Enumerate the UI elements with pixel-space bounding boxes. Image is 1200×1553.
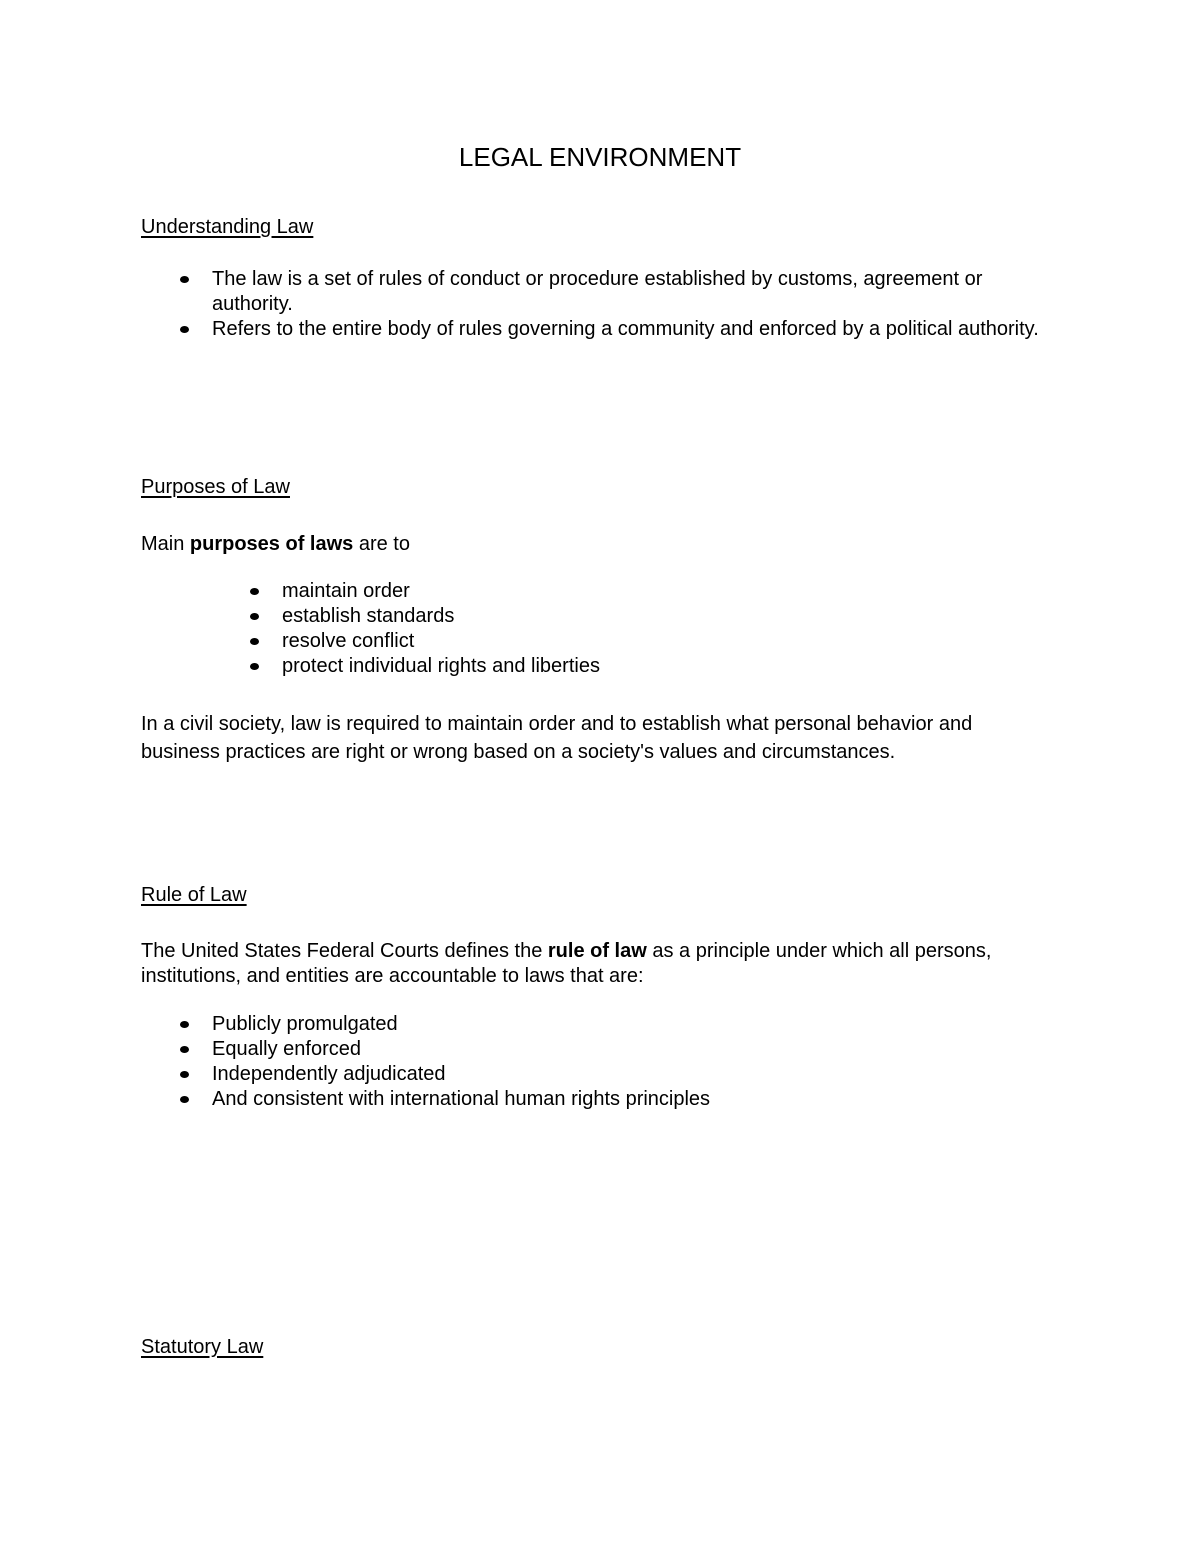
rule-of-law-intro-text: The United States Federal Courts defines the — [141, 940, 548, 962]
purposes-intro-text-end: are to — [353, 533, 410, 555]
rule-of-law-intro — [141, 939, 1071, 989]
list-item — [211, 654, 911, 679]
bullet-icon — [250, 663, 259, 670]
list-item — [211, 629, 911, 654]
purposes-intro-bold: purposes of laws — [189, 533, 354, 555]
list-item-text: Publicly promulgated — [212, 1013, 398, 1035]
list-item-text: Equally enforced — [212, 1038, 361, 1060]
heading-statutory-law: Statutory Law — [141, 1336, 264, 1358]
purposes-paragraph: In a civil society, law is required to maintain order and to establish what personal behavior and business practices are right or wrong based on a society's values and circumstances. — [141, 713, 973, 763]
list-item — [141, 267, 1061, 317]
heading-purposes-of-law: Purposes of Law — [141, 476, 290, 498]
rule-of-law-intro-bold: rule of law — [547, 940, 647, 962]
list-item-text: protect individual rights and liberties — [282, 655, 600, 677]
purposes-intro-text: Main — [141, 533, 190, 555]
list-item — [141, 1087, 1061, 1112]
bullet-icon — [180, 1046, 189, 1053]
list-item-text: And consistent with international human rights principles — [212, 1088, 711, 1110]
heading-rule-of-law: Rule of Law — [141, 884, 247, 906]
list-item-text: maintain order — [282, 580, 410, 602]
bullet-icon — [180, 1071, 189, 1078]
list-item — [211, 579, 911, 604]
list-item-text: resolve conflict — [282, 630, 415, 652]
rule-of-law-list — [141, 1012, 1061, 1112]
bullet-icon — [180, 1021, 189, 1028]
purposes-intro — [141, 532, 1081, 557]
bullet-icon — [250, 613, 259, 620]
list-item — [211, 604, 911, 629]
heading-understanding-law: Understanding Law — [141, 216, 314, 238]
list-item — [141, 1037, 1061, 1062]
list-item-text: Refers to the entire body of rules governing a community and enforced by a political authority. — [212, 318, 1039, 340]
list-item — [141, 317, 1061, 342]
bullet-icon — [180, 276, 189, 283]
bullet-icon — [180, 326, 189, 333]
bullet-icon — [250, 638, 259, 645]
list-item-text: Independently adjudicated — [212, 1063, 446, 1085]
list-item-text: The law is a set of rules of conduct or procedure established by customs, agreement or authority. — [212, 268, 983, 315]
bullet-icon — [250, 588, 259, 595]
list-item — [141, 1062, 1061, 1087]
understanding-law-list — [141, 267, 1061, 342]
list-item-text: establish standards — [282, 605, 455, 627]
purposes-list — [211, 579, 911, 679]
bullet-icon — [180, 1096, 189, 1103]
document-title: LEGAL ENVIRONMENT — [458, 142, 742, 172]
rule-of-law-intro-text-end: as a principle under which all persons, institutions, and entities are accountable to laws that are: — [141, 940, 992, 987]
list-item — [141, 1012, 1061, 1037]
